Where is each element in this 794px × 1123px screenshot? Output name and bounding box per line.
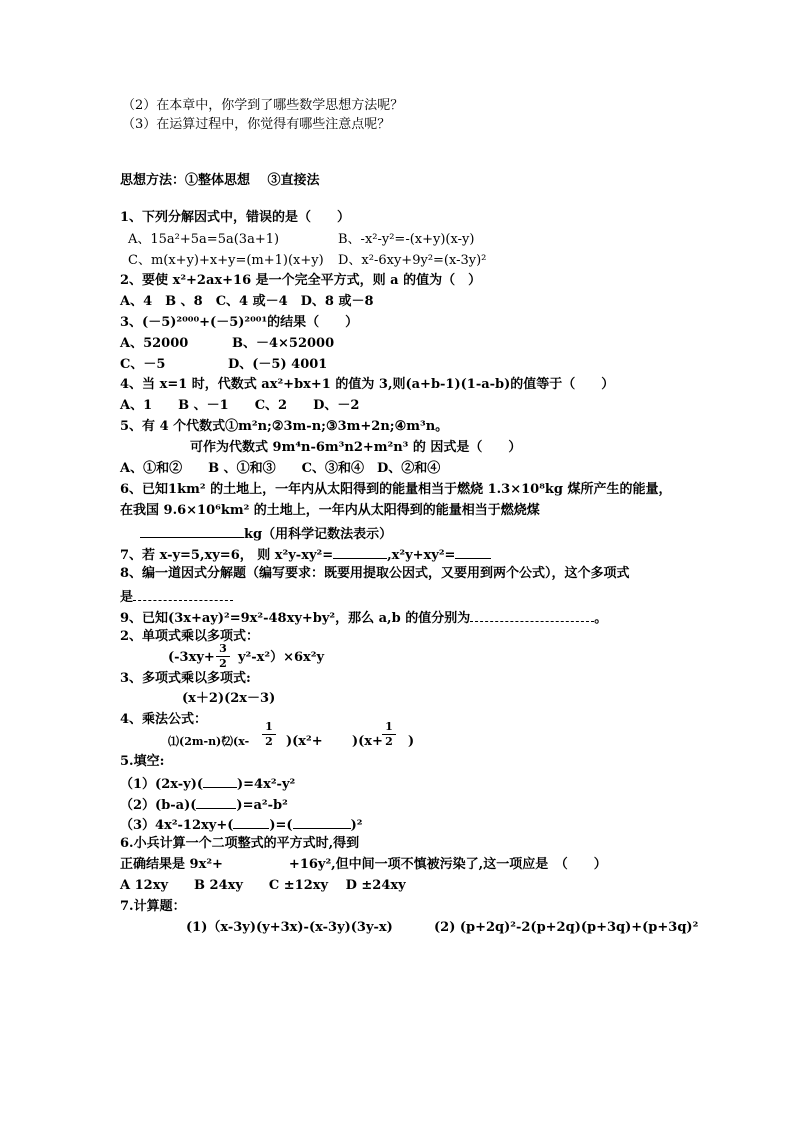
section-7-expr-2: (2) (p+2q)²-2(p+2q)(p+3q)+(p+3q)² [434, 920, 699, 935]
section-5-heading: 5.填空: [120, 754, 165, 769]
fill-2-right: )=a²-b² [236, 798, 288, 813]
section-4-expr-4: )(x+ [352, 734, 383, 749]
answer-blank[interactable] [333, 545, 387, 559]
fill-1-right: )=4x²-y² [237, 777, 296, 792]
question-2: （2）在本章中，你学到了哪些数学思想方法呢？ [122, 98, 404, 113]
problem-1-option-c: C、m(x+y)+x+y=(m+1)(x+y) [128, 253, 324, 268]
fraction-numerator: 1 [385, 720, 393, 733]
fill-3-right: )² [350, 818, 363, 833]
section-4-expr-3: )(x²+ [286, 734, 323, 749]
section-4-heading: 4、乘法公式： [120, 712, 208, 727]
section-6-line-2 [120, 857, 607, 873]
fill-2-left: （2）(b-a)( [120, 798, 197, 813]
problem-7-part-a: 7、若 x-y=5,xy=6， 则 x²y-xy²= [120, 548, 334, 563]
problem-1-option-a: A、15a²+5a=5a(3a+1) [128, 232, 280, 247]
problem-6: 6、已知1km² 的土地上，一年内从太阳得到的能量相当于燃烧 1.3×10⁸kg 煤所产生的能量， [120, 482, 672, 497]
fill-3-left: （3）4x²-12xy+( [120, 818, 234, 833]
problem-1-option-d: D、x²-6xy+9y²=(x-3y)² [338, 253, 487, 268]
problem-3-option-c: C、－5 [120, 357, 166, 372]
fraction-denominator: 2 [219, 657, 227, 670]
section-7-expr-1: (1)（x-3y)(y+3x)-(x-3y)(3y-x) [186, 920, 393, 935]
problem-4-options: A、1 B 、－1 C、2 D、－2 [120, 398, 360, 413]
problem-3-option-d: D、(－5) 4001 [228, 357, 328, 372]
section-6-right: +16y²,但中间一项不慎被污染了,这一项应是 （ ） [288, 857, 607, 872]
problem-8-label: 是 [120, 590, 134, 605]
fraction-numerator: 3 [219, 642, 227, 655]
answer-blank[interactable] [203, 774, 237, 788]
problem-2-options: A、4 B 、8 C、4 或－4 D、8 或－8 [120, 294, 374, 309]
section-6-heading: 6.小兵计算一个二项整式的平方式时,得到 [120, 836, 360, 851]
answer-blank[interactable] [455, 545, 491, 559]
answer-blank[interactable] [470, 608, 594, 622]
problem-6-line-2: 在我国 9.6×10⁶km² 的土地上，一年内从太阳得到的能量相当于燃烧煤 [120, 503, 540, 518]
problem-8-line-2 [120, 587, 233, 606]
answer-blank[interactable] [233, 815, 269, 829]
answer-blank[interactable] [140, 524, 244, 538]
problem-5-options: A、①和② B 、①和③ C、③和④ D、②和④ [120, 461, 441, 476]
section-2-expr-left: (-3xy+ [168, 650, 215, 665]
fraction-one-half [262, 721, 276, 748]
problem-3-option-a: A、52000 [120, 336, 189, 351]
fill-1-left: （1）(2x-y)( [120, 777, 204, 792]
problem-4: 4、当 x=1 时，代数式 ax²+bx+1 的值为 3,则(a+b-1)(1-a-b)的值等于（ ） [120, 377, 615, 392]
section-6-options: A 12xy B 24xy C ±12xy D ±24xy [120, 878, 406, 893]
section-4-expr-2: ⑵(x- [222, 735, 250, 748]
problem-1-option-b: B、-x²-y²=-(x+y)(x-y) [338, 232, 475, 247]
problem-7-part-b: ,x²y+xy²= [387, 548, 456, 563]
section-7-heading: 7.计算题： [120, 899, 186, 914]
problem-1: 1、下列分解因式中，错误的是（ ） [120, 210, 351, 225]
problem-5-stem: 可作为代数式 9m⁴n-6m³n2+m²n³ 的 因式是（ ） [190, 440, 522, 455]
fill-1 [120, 774, 295, 793]
answer-blank[interactable] [293, 815, 351, 829]
problem-6-unit: kg（用科学记数法表示） [244, 527, 393, 542]
fraction-denominator: 2 [265, 735, 273, 748]
problem-9 [120, 608, 607, 627]
methods-line: 思想方法：①整体思想 ③直接法 [120, 173, 320, 188]
problem-9-end: 。 [594, 611, 608, 626]
problem-3-option-b: B、－4×52000 [232, 336, 335, 351]
fill-3-middle: )=( [269, 818, 293, 833]
problem-9-stem: 9、已知(3x+ay)²=9x²-48xy+by²，那么 a,b 的值分别为 [120, 611, 471, 626]
problem-6-line-3 [140, 524, 392, 543]
fill-3 [120, 815, 362, 834]
problem-8: 8、编一道因式分解题（编写要求：既要用提取公因式，又要用到两个公式），这个多项式 [120, 566, 630, 581]
problem-3: 3、(－5)²⁰⁰⁰+(－5)²⁰⁰¹的结果（ ） [120, 315, 359, 330]
fraction-three-halves [216, 643, 230, 670]
problem-5: 5、有 4 个代数式①m²n;②3m-n;③3m+2n;④m³n。 [120, 419, 449, 434]
fill-2 [120, 795, 288, 814]
section-4-expr-5: ) [408, 734, 415, 749]
answer-blank[interactable] [196, 795, 236, 809]
section-2-expr-right: y²-x²）×6x²y [238, 650, 325, 665]
fraction-denominator: 2 [385, 735, 393, 748]
section-2-heading: 2、单项式乘以多项式： [120, 629, 260, 644]
section-4-expr-1: ⑴(2m-n)² [168, 735, 227, 748]
section-3-heading: 3、多项式乘以多项式: [120, 671, 251, 686]
fraction-one-half [382, 721, 396, 748]
section-3-expression: (x＋2)(2x－3) [182, 691, 276, 706]
question-3: （3）在运算过程中，你觉得有哪些注意点呢？ [122, 117, 391, 132]
section-6-left: 正确结果是 9x²+ [120, 857, 223, 872]
problem-2: 2、要使 x²+2ax+16 是一个完全平方式，则 a 的值为（ ） [120, 273, 482, 288]
fraction-numerator: 1 [265, 720, 273, 733]
problem-7 [120, 545, 491, 564]
answer-blank[interactable] [133, 587, 233, 601]
